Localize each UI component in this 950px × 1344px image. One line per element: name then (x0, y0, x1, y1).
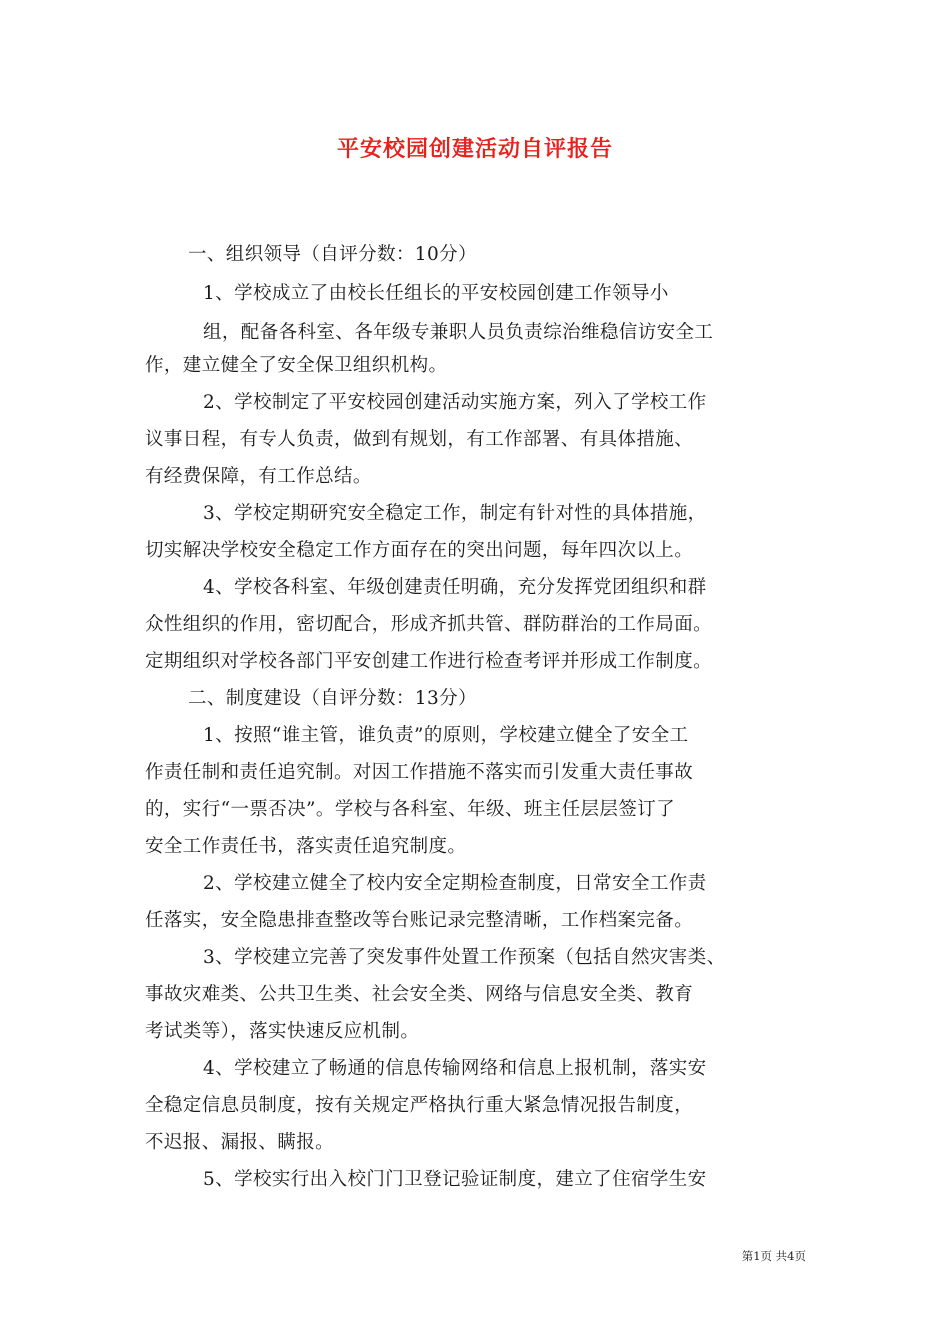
text-line: 一、组织领导（自评分数：10分） (188, 244, 477, 265)
text-line: 任落实，安全隐患排查整改等台账记录完整清晰，工作档案完备。 (145, 910, 694, 931)
text-line: 安全工作责任书，落实责任追究制度。 (145, 836, 467, 857)
text-line: 切实解决学校安全稳定工作方面存在的突出问题，每年四次以上。 (145, 540, 694, 561)
text-line: 考试类等），落实快速反应机制。 (145, 1021, 420, 1042)
text-line: 有经费保障，有工作总结。 (145, 466, 372, 487)
text-line: 定期组织对学校各部门平安创建工作进行检查考评并形成工作制度。 (145, 651, 713, 672)
text-line: 众性组织的作用，密切配合，形成齐抓共管、群防群治的工作局面。 (145, 614, 713, 635)
text-line: 3、学校定期研究安全稳定工作，制定有针对性的具体措施， (203, 503, 707, 524)
text-line: 4、学校建立了畅通的信息传输网络和信息上报机制，落实安 (203, 1058, 707, 1079)
text-line: 事故灾难类、公共卫生类、社会安全类、网络与信息安全类、教育 (145, 984, 694, 1005)
text-line: 2、学校制定了平安校园创建活动实施方案，列入了学校工作 (203, 392, 707, 413)
page-title: 平安校园创建活动自评报告 (336, 136, 613, 162)
text-line: 作，建立健全了安全保卫组织机构。 (145, 355, 448, 376)
text-line: 1、按照“谁主管，谁负责”的原则，学校建立健全了安全工 (203, 725, 689, 746)
text-line: 1、学校成立了由校长任组长的平安校园创建工作领导小 (203, 283, 669, 304)
text-line: 的，实行“一票否决”。学校与各科室、年级、班主任层层签订了 (145, 799, 676, 820)
text-line: 不迟报、漏报、瞒报。 (145, 1132, 335, 1153)
text-line: 全稳定信息员制度，按有关规定严格执行重大紧急情况报告制度， (145, 1095, 694, 1116)
text-line: 2、学校建立健全了校内安全定期检查制度，日常安全工作责 (203, 873, 707, 894)
text-line: 3、学校建立完善了突发事件处置工作预案（包括自然灾害类、 (203, 947, 726, 968)
text-line: 组，配备各科室、各年级专兼职人员负责综治维稳信访安全工 (203, 322, 714, 343)
text-line: 议事日程，有专人负责，做到有规划，有工作部署、有具体措施、 (145, 429, 694, 450)
page-number: 第1页 共4页 (741, 1249, 806, 1263)
text-line: 4、学校各科室、年级创建责任明确，充分发挥党团组织和群 (203, 577, 707, 598)
text-line: 作责任制和责任追究制。对因工作措施不落实而引发重大责任事故 (145, 762, 694, 783)
text-line: 5、学校实行出入校门门卫登记验证制度，建立了住宿学生安 (203, 1169, 707, 1190)
text-line: 二、制度建设（自评分数：13分） (188, 688, 477, 709)
